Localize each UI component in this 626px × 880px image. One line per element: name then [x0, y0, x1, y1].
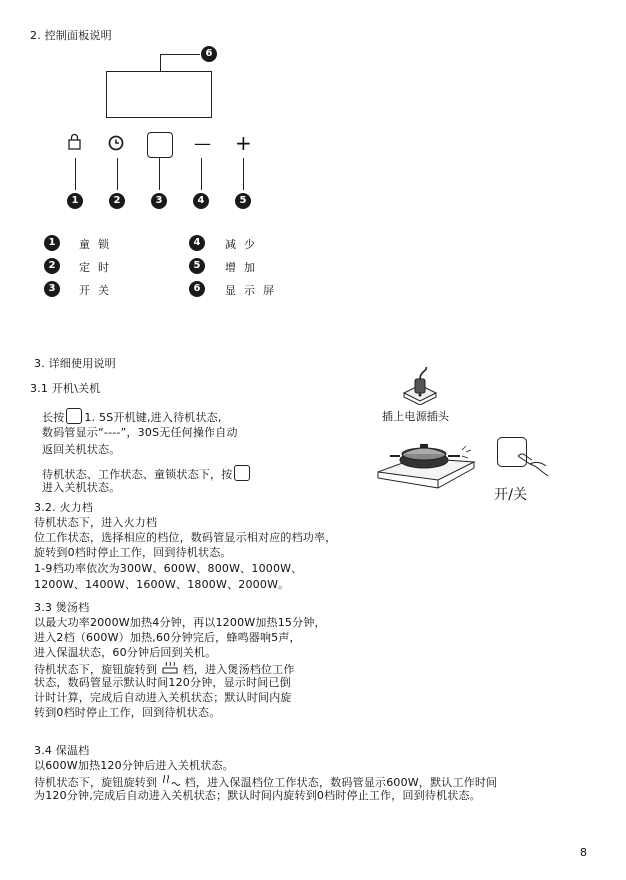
s31-line-4	[42, 465, 252, 482]
s33-line-4-b: 档，进入煲汤档位工作	[182, 663, 295, 676]
leader-line-5	[243, 158, 244, 190]
s33-line-7: 转到0档时停止工作，回到待机状态。	[34, 706, 221, 719]
s31-line-5: 进入关机状态。	[42, 481, 121, 494]
legend-label-display: 显示屏	[225, 284, 282, 297]
s34-line-3: 为120分钟,完成后自动进入关机状态；默认时间内旋转到0档时停止工作，回到待机状态。	[34, 789, 481, 802]
power-key-icon	[147, 132, 173, 158]
s33-line-6: 计时计算，完成后自动进入关机状态；默认时间内旋	[34, 691, 292, 704]
callout-1: 1	[67, 193, 83, 209]
s31-line-1-b: 1. 5S开机键,进入待机状态,	[84, 411, 222, 424]
timer-icon	[107, 134, 125, 152]
display-leader-vertical	[160, 54, 161, 72]
s31-line-1-a: 长按	[42, 411, 65, 424]
display-screen	[106, 71, 212, 118]
section-3-1-title: 3.1 开机\关机	[30, 382, 101, 395]
page-number: 8	[580, 846, 587, 859]
s34-line-2-b: 档，进入保温档位工作状态，数码管显示600W，默认工作时间	[184, 776, 498, 789]
power-plug-icon	[398, 367, 442, 405]
legend-num-2: 2	[44, 258, 60, 274]
display-leader-horizontal	[160, 54, 200, 55]
section-3-4-title: 3.4 保温档	[34, 744, 90, 757]
legend-label-power: 开关	[79, 284, 117, 297]
legend-label-decrease: 减少	[225, 238, 263, 251]
callout-5: 5	[235, 193, 251, 209]
section-2-title: 2. 控制面板说明	[30, 29, 112, 42]
callout-3: 3	[151, 193, 167, 209]
soup-pot-icon	[161, 661, 179, 675]
s31-line-1	[42, 408, 222, 425]
leader-line-4	[201, 158, 202, 190]
legend-num-1: 1	[44, 235, 60, 251]
s33-line-3: 进入保温状态，60分钟后回到关机。	[34, 646, 217, 659]
s31-line-3: 返回关机状态。	[42, 443, 121, 456]
callout-6: 6	[201, 46, 217, 62]
lock-icon	[66, 132, 84, 152]
minus-icon: —	[194, 134, 212, 154]
power-key-inline-icon	[66, 408, 82, 424]
s32-line-5: 1200W、1400W、1600W、1800W、2000W。	[34, 578, 290, 591]
callout-4: 4	[193, 193, 209, 209]
section-3-3-title: 3.3 煲汤档	[34, 601, 90, 614]
plus-icon: +	[235, 131, 252, 155]
legend-num-3: 3	[44, 281, 60, 297]
legend-label-timer: 定时	[79, 261, 117, 274]
legend-num-5: 5	[189, 258, 205, 274]
induction-cooker-with-pot-illustration	[376, 432, 476, 492]
s32-line-1: 待机状态下，进入火力档	[34, 516, 158, 529]
callout-2: 2	[109, 193, 125, 209]
power-key-inline-icon-2	[234, 465, 250, 481]
leader-line-2	[117, 158, 118, 190]
section-3-title: 3. 详细使用说明	[34, 357, 116, 370]
s34-line-2-a: 待机状态下，旋钮旋转到	[34, 776, 158, 789]
s34-line-2	[34, 774, 497, 790]
section-3-2-title: 3.2. 火力档	[34, 501, 94, 514]
s33-line-4-a: 待机状态下，旋钮旋转到	[34, 663, 158, 676]
s32-line-2: 位工作状态，选择相应的档位，数码管显示相对应的档功率，	[34, 531, 337, 544]
s33-line-5: 状态，数码管显示默认时间120分钟，显示时间已倒	[34, 676, 291, 689]
legend-num-4: 4	[189, 235, 205, 251]
leader-line-3	[159, 158, 160, 190]
s32-line-3: 旋转到0档时停止工作，回到待机状态。	[34, 546, 232, 559]
s31-line-2: 数码管显示“----”，30S无任何操作自动	[42, 426, 238, 439]
on-off-label: 开/关	[494, 487, 528, 503]
s31-line-4-a: 待机状态、工作状态、童锁状态下，按	[42, 468, 233, 481]
keep-warm-icon	[161, 774, 181, 788]
s33-line-2: 进入2档（600W）加热,60分钟完后，蜂鸣器响5声，	[34, 631, 301, 644]
s32-line-4: 1-9档功率依次为300W、600W、800W、1000W、	[34, 562, 303, 575]
s33-line-1: 以最大功率2000W加热4分钟，再以1200W加热15分钟，	[34, 616, 326, 629]
s34-line-1: 以600W加热120分钟后进入关机状态。	[34, 759, 234, 772]
s33-line-4	[34, 661, 295, 677]
legend-num-6: 6	[189, 281, 205, 297]
finger-press-icon	[516, 450, 552, 480]
legend-label-increase: 增加	[225, 261, 263, 274]
plug-in-label: 插上电源插头	[382, 410, 450, 423]
leader-line-1	[75, 158, 76, 190]
legend-label-child-lock: 童锁	[79, 238, 117, 251]
